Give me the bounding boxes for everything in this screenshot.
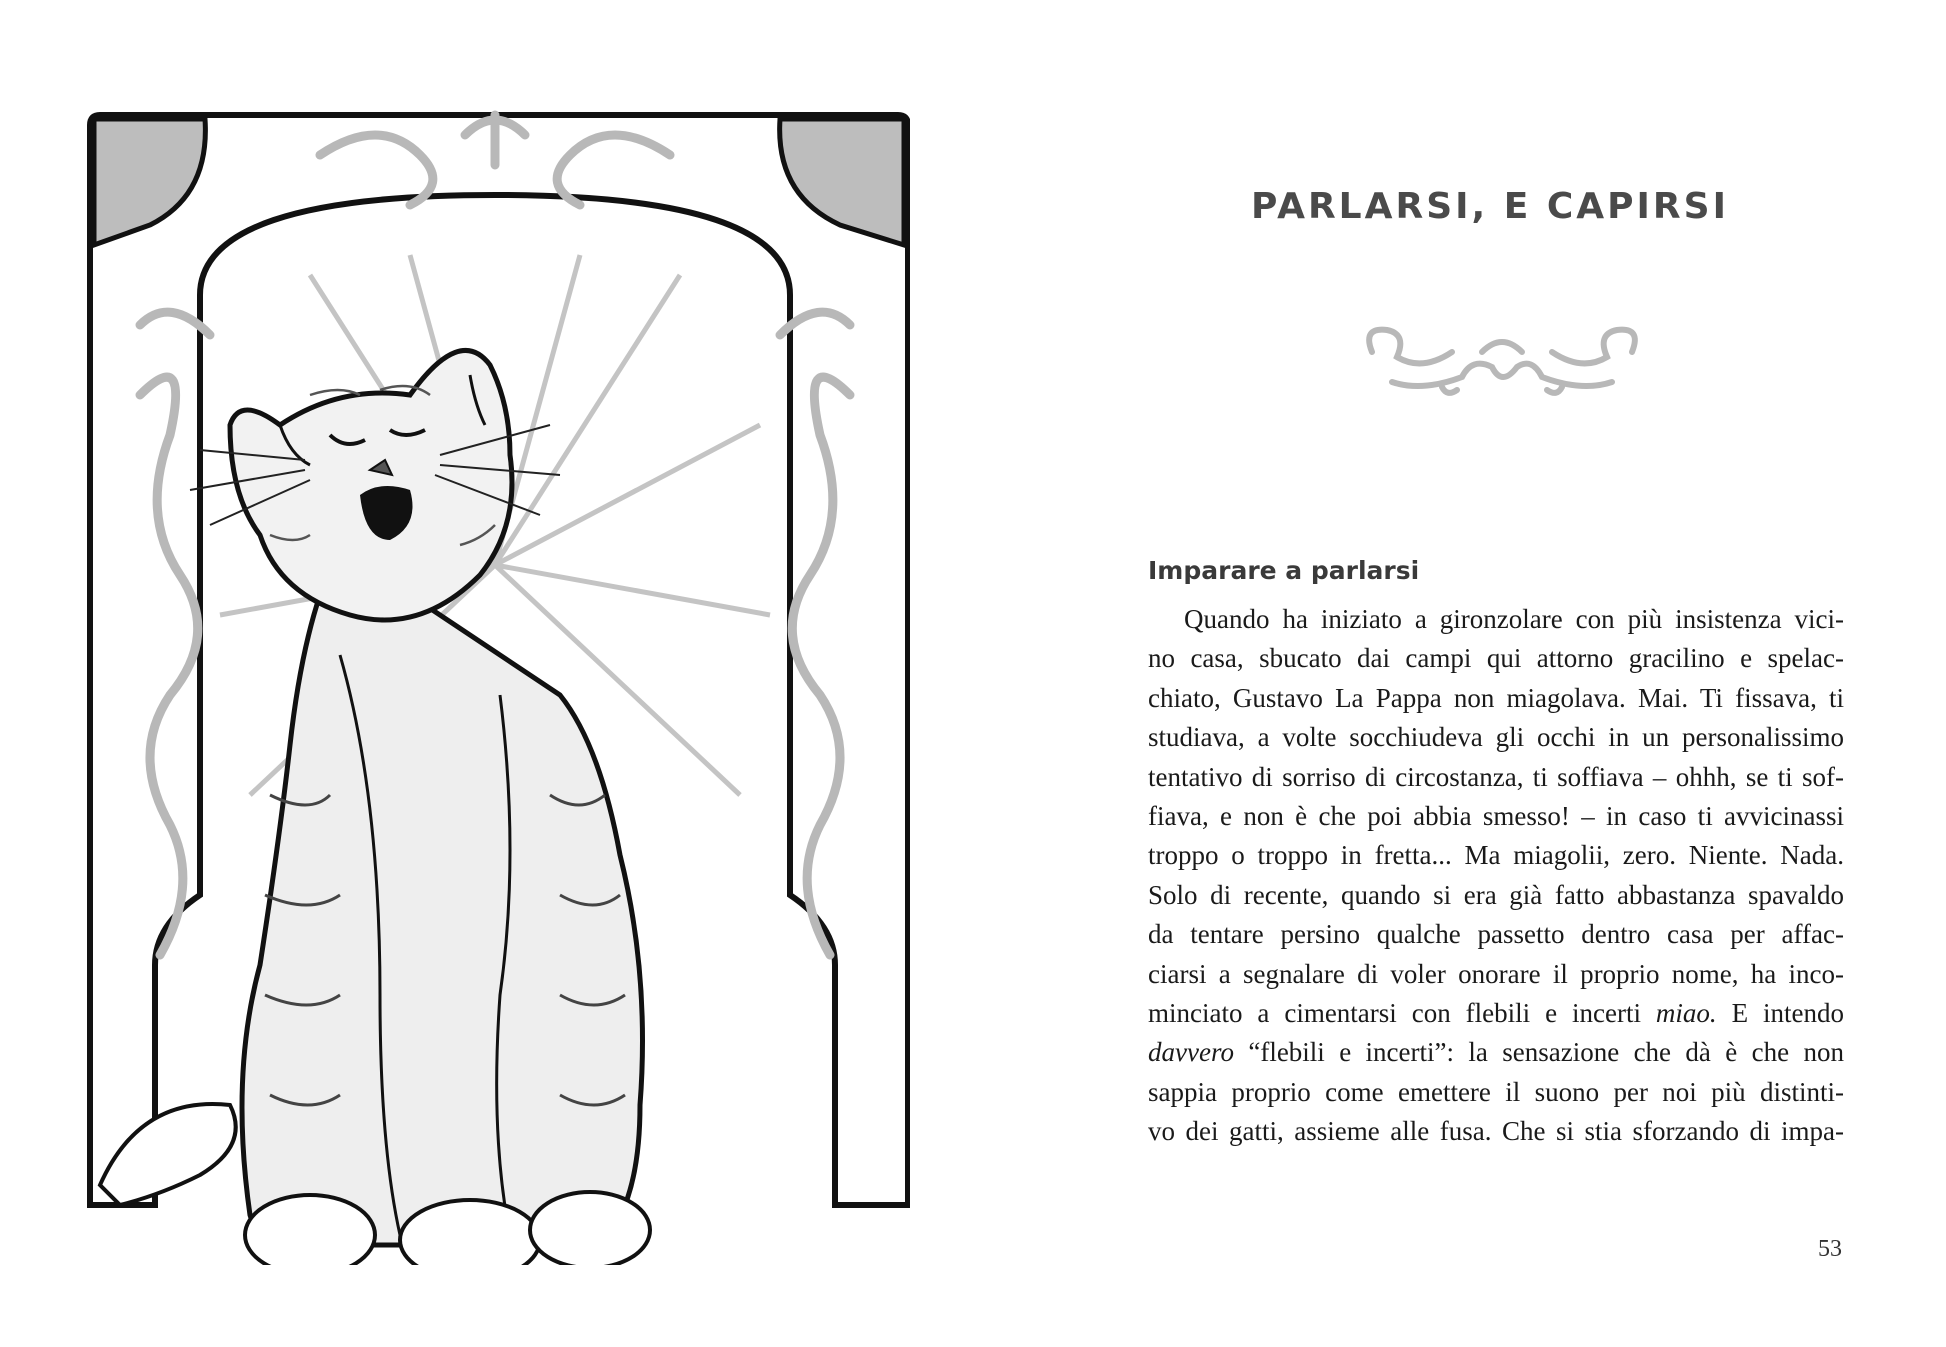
body-line: no casa, sbucato dai campi qui attorno gracilino e spelac- [1148,643,1844,674]
body-line: chiato, Gustavo La Pappa non miagolava. Mai. Ti fissava, ti [1148,682,1844,713]
flourish-ornament-icon [1352,312,1652,402]
body-text [1148,600,1844,1151]
italic-word: miao. [1655,997,1717,1028]
body-line [1148,1033,1844,1072]
body-line [1148,994,1844,1033]
body-line: Solo di recente, quando si era già fatto abbastanza spavaldo [1148,879,1844,910]
body-line-text: minciato a cimentarsi con flebili e incerti [1148,997,1656,1028]
body-line: troppo o troppo in fretta... Ma miagolii, zero. Niente. Nada. [1148,840,1844,871]
body-line: da tentare persino qualche passetto dentro casa per affac- [1148,919,1844,950]
body-line-text: E intendo [1716,997,1844,1028]
cat-illustration [80,95,910,1265]
body-line: ciarsi a segnalare di voler onorare il proprio nome, ha inco- [1148,958,1844,989]
body-line: sappia proprio come emettere il suono per noi più distinti- [1148,1076,1844,1107]
singing-cat-in-arch-illustration [80,95,910,1265]
body-line: vo dei gatti, assieme alle fusa. Che si stia sforzando di impa- [1148,1116,1844,1147]
chapter-title: PARLARSI, E CAPIRSI [1251,186,1729,227]
italic-word: davvero [1148,1037,1234,1068]
body-line: tentativo di sorriso di circostanza, ti soffiava – ohhh, se ti sof- [1148,761,1844,792]
body-line: fiava, e non è che poi abbia smesso! – in caso ti avvicinassi [1148,800,1844,831]
body-line: studiava, a volte socchiudeva gli occhi in un personalissimo [1148,722,1844,753]
body-line-text: “flebili e incerti”: la sensazione che dà è che non [1233,1037,1844,1068]
page-number: 53 [1818,1236,1842,1262]
section-heading: Imparare a parlarsi [1148,556,1420,585]
body-line: Quando ha iniziato a gironzolare con più insistenza vici- [1184,604,1844,634]
